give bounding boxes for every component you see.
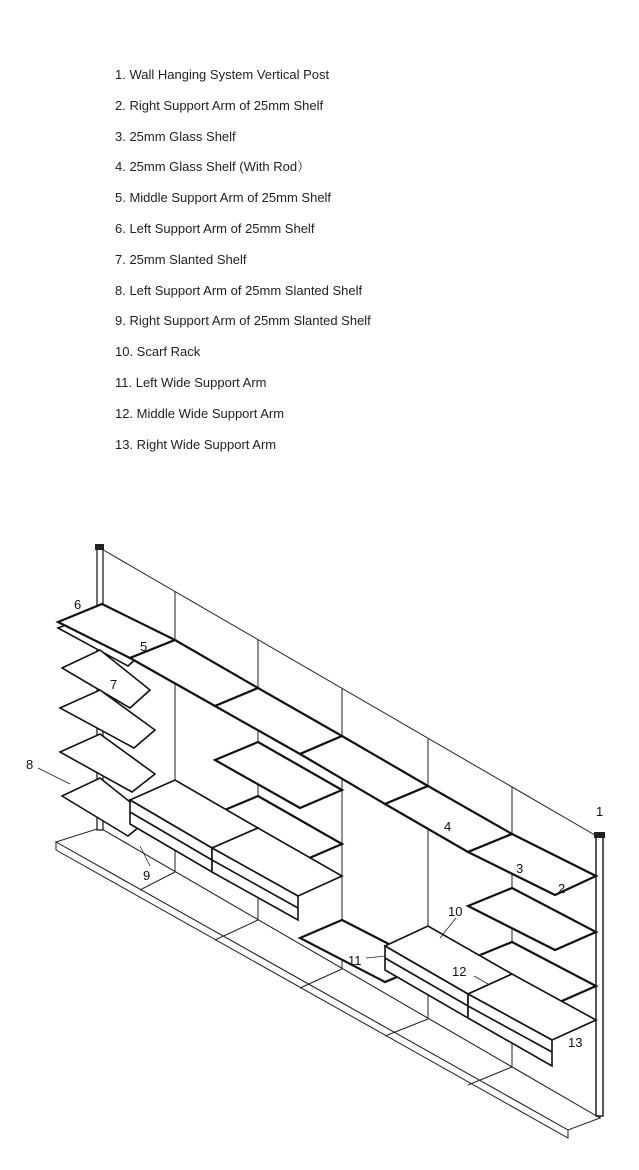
legend-item: 11. Left Wide Support Arm — [115, 374, 267, 390]
legend-item: 10. Scarf Rack — [115, 344, 201, 360]
legend-item: 9. Right Support Arm of 25mm Slanted Shelf — [115, 313, 371, 329]
callout-9: 9 — [143, 868, 151, 883]
callout-2: 2 — [558, 881, 566, 896]
legend-item: 2. Right Support Arm of 25mm Shelf — [115, 97, 324, 113]
legend-item: 1. Wall Hanging System Vertical Post — [115, 67, 330, 82]
legend-item: 13. Right Wide Support Arm — [115, 436, 277, 452]
callout-7: 7 — [110, 677, 118, 692]
legend-item: 5. Middle Support Arm of 25mm Shelf — [115, 190, 332, 206]
callout-10: 10 — [448, 904, 463, 919]
legend-item: 4. 25mm Glass Shelf (With Rod） — [115, 159, 311, 175]
legend-item: 6. Left Support Arm of 25mm Shelf — [115, 220, 315, 236]
legend-item: 8. Left Support Arm of 25mm Slanted Shelf — [115, 282, 363, 298]
callout-5: 5 — [140, 639, 148, 654]
legend-item: 7. 25mm Slanted Shelf — [115, 251, 247, 267]
legend-item: 12. Middle Wide Support Arm — [115, 405, 285, 421]
post-cap — [95, 544, 104, 550]
callout-1: 1 — [596, 804, 604, 819]
callout-3: 3 — [516, 861, 524, 876]
callout-12: 12 — [452, 964, 467, 979]
callout-13: 13 — [568, 1035, 583, 1050]
callout-4: 4 — [444, 819, 452, 834]
callout-11: 11 — [348, 953, 362, 968]
leader-line — [38, 768, 70, 784]
callout-8: 8 — [26, 757, 34, 772]
callout-6: 6 — [74, 597, 82, 612]
post-cap — [594, 832, 605, 838]
legend-item: 3. 25mm Glass Shelf — [115, 128, 236, 144]
